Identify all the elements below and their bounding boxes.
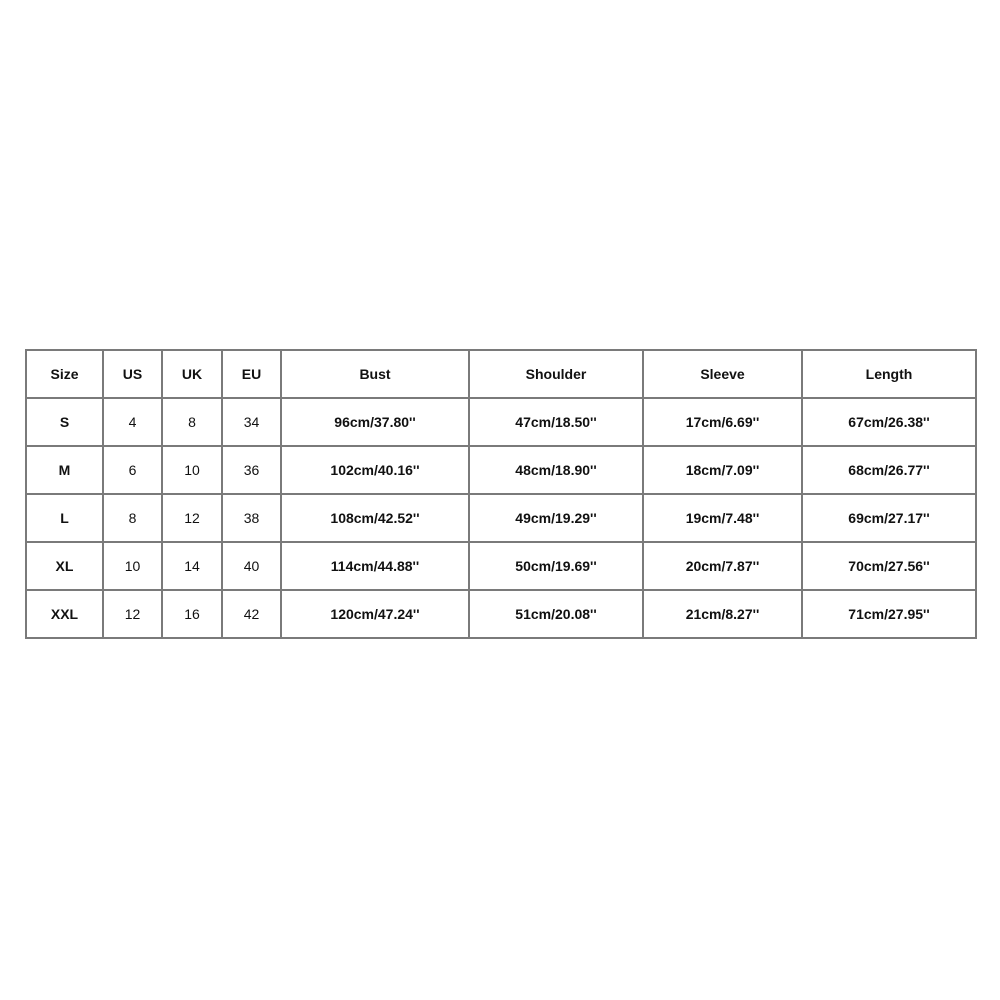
cell-size: M: [26, 446, 103, 494]
cell-bust: 108cm/42.52'': [281, 494, 469, 542]
size-chart-table: [25, 349, 977, 639]
cell-size: L: [26, 494, 103, 542]
cell-shoulder: 47cm/18.50'': [469, 398, 643, 446]
header-row: [26, 350, 976, 398]
cell-sleeve: 19cm/7.48'': [643, 494, 802, 542]
cell-uk: 14: [162, 542, 222, 590]
cell-size: XXL: [26, 590, 103, 638]
cell-eu: 40: [222, 542, 281, 590]
cell-bust: 96cm/37.80'': [281, 398, 469, 446]
table-row: [26, 590, 976, 638]
header-sleeve: Sleeve: [643, 350, 802, 398]
header-us: US: [103, 350, 162, 398]
cell-uk: 8: [162, 398, 222, 446]
cell-sleeve: 20cm/7.87'': [643, 542, 802, 590]
header-eu: EU: [222, 350, 281, 398]
cell-length: 67cm/26.38'': [802, 398, 976, 446]
cell-length: 69cm/27.17'': [802, 494, 976, 542]
table-row: [26, 446, 976, 494]
cell-length: 71cm/27.95'': [802, 590, 976, 638]
cell-uk: 16: [162, 590, 222, 638]
cell-shoulder: 51cm/20.08'': [469, 590, 643, 638]
cell-size: S: [26, 398, 103, 446]
cell-eu: 42: [222, 590, 281, 638]
cell-shoulder: 48cm/18.90'': [469, 446, 643, 494]
cell-bust: 102cm/40.16'': [281, 446, 469, 494]
table-row: [26, 542, 976, 590]
header-bust: Bust: [281, 350, 469, 398]
cell-bust: 114cm/44.88'': [281, 542, 469, 590]
cell-size: XL: [26, 542, 103, 590]
header-size: Size: [26, 350, 103, 398]
cell-eu: 38: [222, 494, 281, 542]
cell-sleeve: 18cm/7.09'': [643, 446, 802, 494]
header-length: Length: [802, 350, 976, 398]
cell-us: 6: [103, 446, 162, 494]
cell-us: 12: [103, 590, 162, 638]
cell-length: 70cm/27.56'': [802, 542, 976, 590]
cell-uk: 12: [162, 494, 222, 542]
cell-sleeve: 17cm/6.69'': [643, 398, 802, 446]
table-row: [26, 494, 976, 542]
cell-sleeve: 21cm/8.27'': [643, 590, 802, 638]
table-row: [26, 398, 976, 446]
cell-shoulder: 50cm/19.69'': [469, 542, 643, 590]
cell-bust: 120cm/47.24'': [281, 590, 469, 638]
cell-length: 68cm/26.77'': [802, 446, 976, 494]
header-shoulder: Shoulder: [469, 350, 643, 398]
cell-eu: 34: [222, 398, 281, 446]
cell-us: 10: [103, 542, 162, 590]
cell-us: 8: [103, 494, 162, 542]
cell-us: 4: [103, 398, 162, 446]
cell-uk: 10: [162, 446, 222, 494]
cell-shoulder: 49cm/19.29'': [469, 494, 643, 542]
header-uk: UK: [162, 350, 222, 398]
cell-eu: 36: [222, 446, 281, 494]
